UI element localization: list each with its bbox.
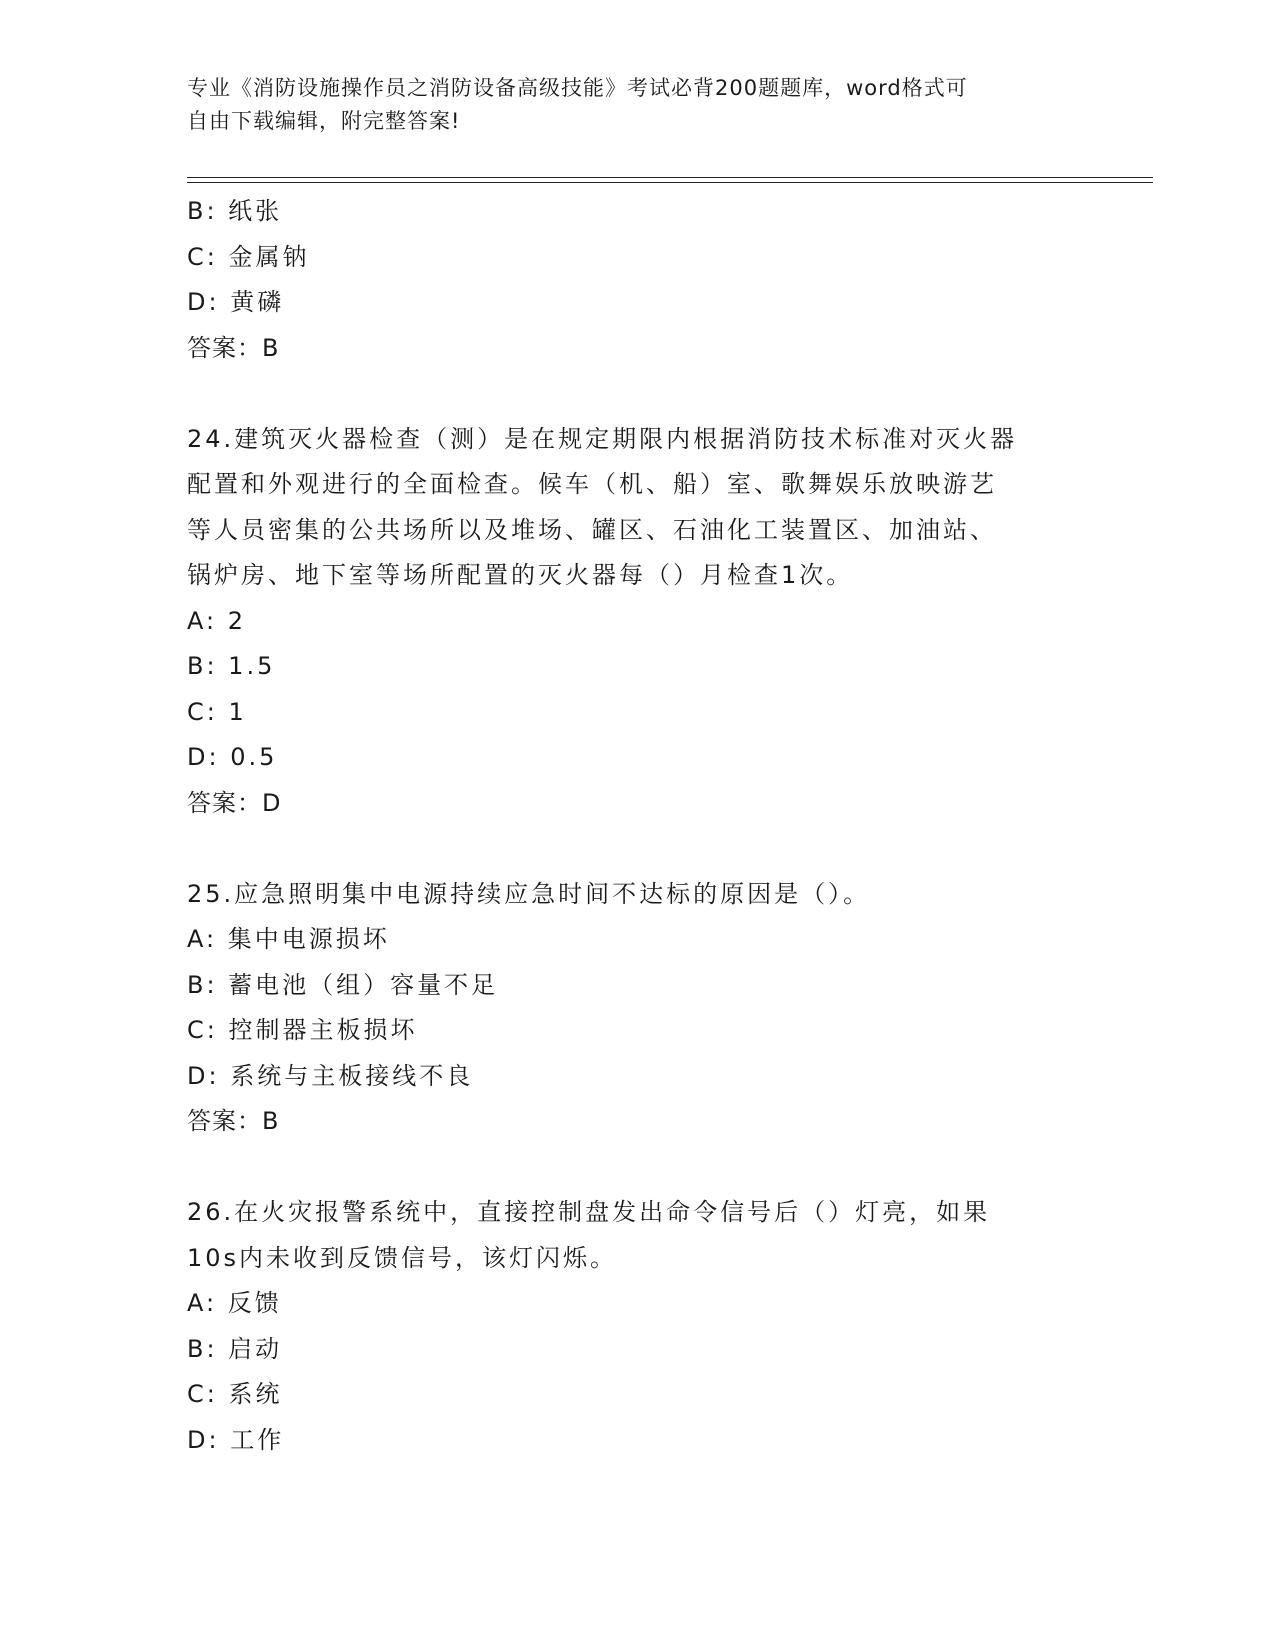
option-d: D: 系统与主板接线不良 [187, 1061, 474, 1090]
option-b: B: 纸张 [187, 197, 283, 225]
option-c: C: 金属钠 [187, 242, 310, 271]
document-header [187, 72, 1087, 138]
question-stem-line: 24.建筑灭火器检查（测）是在规定期限内根据消防技术标准对灭火器 [187, 424, 1018, 453]
header-line-1: 专业《消防设施操作员之消防设备高级技能》考试必背200题题库，word格式可 [187, 76, 968, 100]
option-b: B: 蓄电池（组）容量不足 [187, 970, 499, 999]
option-a: A: 2 [187, 606, 246, 635]
spacer [187, 826, 1087, 872]
question-block-25 [187, 872, 1087, 1145]
question-stem-line: 配置和外观进行的全面检查。候车（机、船）室、歌舞娱乐放映游艺 [187, 470, 997, 498]
question-block-26 [187, 1190, 1087, 1463]
question-stem-line: 10s内未收到反馈信号，该灯闪烁。 [187, 1243, 618, 1272]
header-divider-top [187, 177, 1153, 178]
option-d: D: 工作 [187, 1425, 285, 1454]
question-block-prev [187, 189, 1087, 371]
option-d: D: 0.5 [187, 743, 278, 771]
question-stem-line: 25.应急照明集中电源持续应急时间不达标的原因是（）。 [187, 879, 871, 908]
answer-line: 答案：B [187, 333, 280, 362]
spacer [187, 1145, 1087, 1191]
question-stem-line: 26.在火灾报警系统中，直接控制盘发出命令信号后（）灯亮，如果 [187, 1198, 991, 1226]
option-b: B: 1.5 [187, 652, 276, 680]
option-c: C: 系统 [187, 1380, 283, 1408]
answer-line: 答案：B [187, 1107, 280, 1135]
question-stem-line: 等人员密集的公共场所以及堆场、罐区、石油化工装置区、加油站、 [187, 515, 997, 544]
option-b: B: 启动 [187, 1334, 283, 1363]
option-a: A: 反馈 [187, 1289, 282, 1317]
option-a: A: 集中电源损坏 [187, 925, 390, 953]
question-stem-line: 锅炉房、地下室等场所配置的灭火器每（）月检查1次。 [187, 561, 854, 589]
header-divider-bottom [187, 182, 1153, 183]
option-d: D: 黄磷 [187, 288, 285, 316]
option-c: C: 控制器主板损坏 [187, 1016, 418, 1044]
option-c: C: 1 [187, 697, 247, 726]
spacer [187, 371, 1087, 417]
question-block-24 [187, 417, 1087, 827]
answer-line: 答案：D [187, 788, 282, 817]
question-list [187, 189, 1087, 1463]
header-line-2: 自由下载编辑，附完整答案! [187, 109, 461, 133]
